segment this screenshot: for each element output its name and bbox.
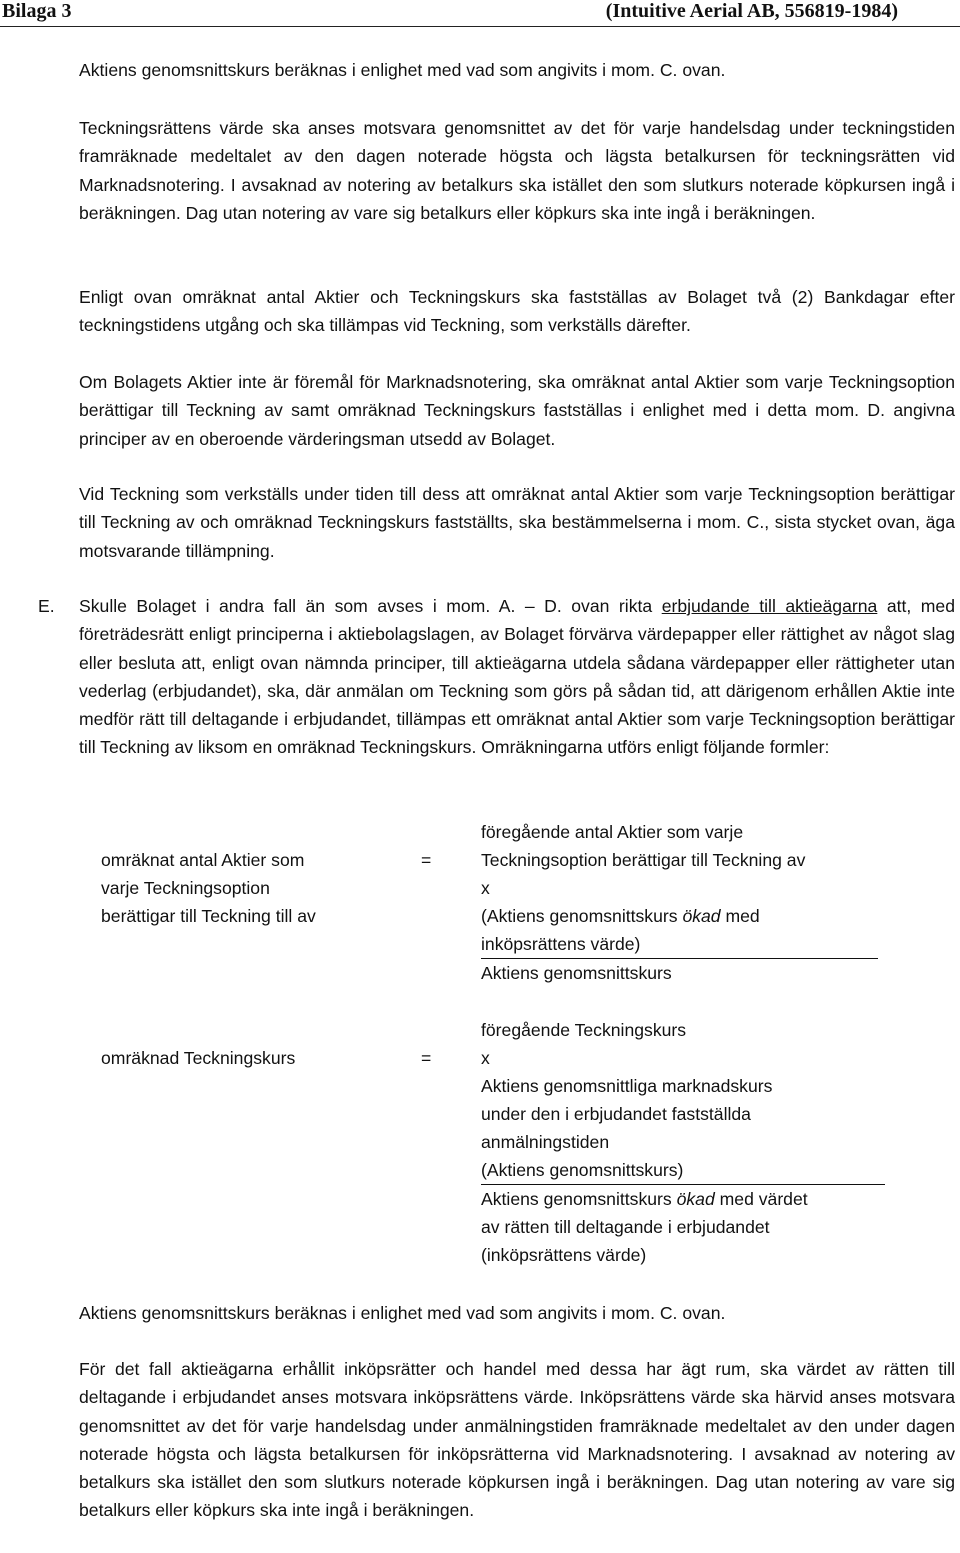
formula2-equals: = (421, 1048, 432, 1068)
formula1-rhs-denominator: Aktiens genomsnittskurs (481, 963, 672, 983)
formula1-rhs-line2: Teckningsoption berättigar till Teckning av (481, 850, 806, 870)
company-reference: (Intuitive Aerial AB, 556819-1984) (605, 0, 898, 22)
formula2-rhs-line9: (inköpsrättens värde) (481, 1245, 647, 1265)
paragraph-genomsnittskurs: Aktiens genomsnittskurs beräknas i enlighet med vad som angivits i mom. C. ovan. (79, 60, 726, 80)
formula2-rhs-line1: föregående Teckningskurs (481, 1020, 687, 1040)
formula1-lhs-line2: varje Teckningsoption (101, 878, 270, 898)
section-letter-e: E. (38, 596, 55, 616)
paragraph-teckning-under-tiden: Vid Teckning som verkställs under tiden till dess att omräknat antal Aktier som varje Teckningsoption berättigar till Teckning av och omräknad Teckningskurs fastställts, ska bestämmelserna i mom. C., sista stycket ovan, äga motsvarande tillämpning. (79, 484, 955, 561)
formula2-rhs-line5: anmälningstiden (481, 1132, 610, 1152)
page-header (0, 0, 960, 27)
paragraph-genomsnittskurs-2: Aktiens genomsnittskurs beräknas i enlighet med vad som angivits i mom. C. ovan. (79, 1303, 726, 1323)
formula1-rhs-line1: föregående antal Aktier som varje (481, 822, 744, 842)
paragraph-faststallande: Enligt ovan omräknat antal Aktier och Teckningskurs ska fastställas av Bolaget två (2) Bankdagar efter teckningstidens utgång och ska tillämpas vid Teckning, som verkställs därefter. (79, 287, 955, 336)
paragraph-ej-marknadsnotering: Om Bolagets Aktier inte är föremål för Marknadsnotering, ska omräknat antal Aktier som varje Teckningsoption berättigar till Teckning av samt omräknad Teckningskurs fastställas i enlighet med i detta mom. D. angivna principer av en oberoende värderingsman utsedd av Bolaget. (79, 372, 955, 449)
formula2-rhs-line4: under den i erbjudandet fastställda (481, 1104, 751, 1124)
section-e-text-rest: att, med företrädesrätt enligt principerna i aktiebolagslagen, av Bolaget förvärva värdepapper eller rättighet av något slag eller besluta att, enligt ovan nämnda principer, till aktieägarna utdela sådana värdepapper eller rättigheter utan vederlag (erbjudandet), ska, där anmälan om Teckning som görs på sådan tid, att därigenom erhållen Aktie inte medför rätt till deltagande i erbjudandet, tillämpas ett omräknat antal Aktier som varje Teckningsoption berättigar till Teckning av liksom en omräknad Teckningskurs. Omräkningarna utförs enligt följande formler: (79, 596, 956, 758)
section-e-text-start: Skulle Bolaget i andra fall än som avses i mom. A. – D. ovan rikta (79, 596, 662, 616)
formula1-equals: = (421, 850, 432, 870)
formula2-rhs-line3: Aktiens genomsnittliga marknadskurs (481, 1076, 773, 1096)
formula2-lhs: omräknad Teckningskurs (101, 1048, 296, 1068)
appendix-label: Bilaga 3 (2, 0, 72, 22)
formula1-rhs-line4: (Aktiens genomsnittskurs ökad med (481, 906, 760, 926)
section-e-underlined: erbjudande till aktieägarna (661, 596, 878, 616)
formula1-lhs-line3: berättigar till Teckning till av (101, 906, 316, 926)
section-e-text (79, 592, 955, 762)
paragraph-inkopsratter: För det fall aktieägarna erhållit inköpsrätter och handel med dessa har ägt rum, ska värdet av rätten till deltagande i erbjudandet anses motsvara inköpsrättens värde. Inköpsrättens värde ska härvid anses motsvara genomsnittet av det för varje handelsdag under anmälningstiden framräknade medeltalet av den under dagen noterade högsta och lägsta betalkursen för inköpsrätterna vid Marknadsnotering. I avsaknad av notering av betalkurs ska istället den som slutkurs noterade köpkursen ingå i beräkningen. Dag utan notering av vare sig betalkurs eller köpkurs ska inte ingå i beräkningen. (79, 1359, 955, 1521)
formula1-rhs-multiply: x (481, 878, 490, 898)
formula2-rhs-line7: Aktiens genomsnittskurs ökad med värdet (481, 1189, 808, 1209)
formula1-rhs-line5: inköpsrättens värde) (481, 934, 641, 954)
formula1-lhs-line1: omräknat antal Aktier som (101, 850, 305, 870)
paragraph-teckningsratt-varde: Teckningsrättens värde ska anses motsvara genomsnittet av det för varje handelsdag under teckningstiden framräknade medeltalet av den dagen noterade högsta och lägsta betalkursen för teckningsrätten vid Marknadsnotering. I avsaknad av notering av betalkurs ska istället den som slutkurs noterade köpkursen ingå i beräkningen. Dag utan notering av vare sig betalkurs eller köpkurs ska inte ingå i beräkningen. (79, 118, 955, 223)
formula2-rhs-line6: (Aktiens genomsnittskurs) (481, 1160, 684, 1180)
formula2-rhs-multiply: x (481, 1048, 490, 1068)
formula2-rhs-line8: av rätten till deltagande i erbjudandet (481, 1217, 770, 1237)
